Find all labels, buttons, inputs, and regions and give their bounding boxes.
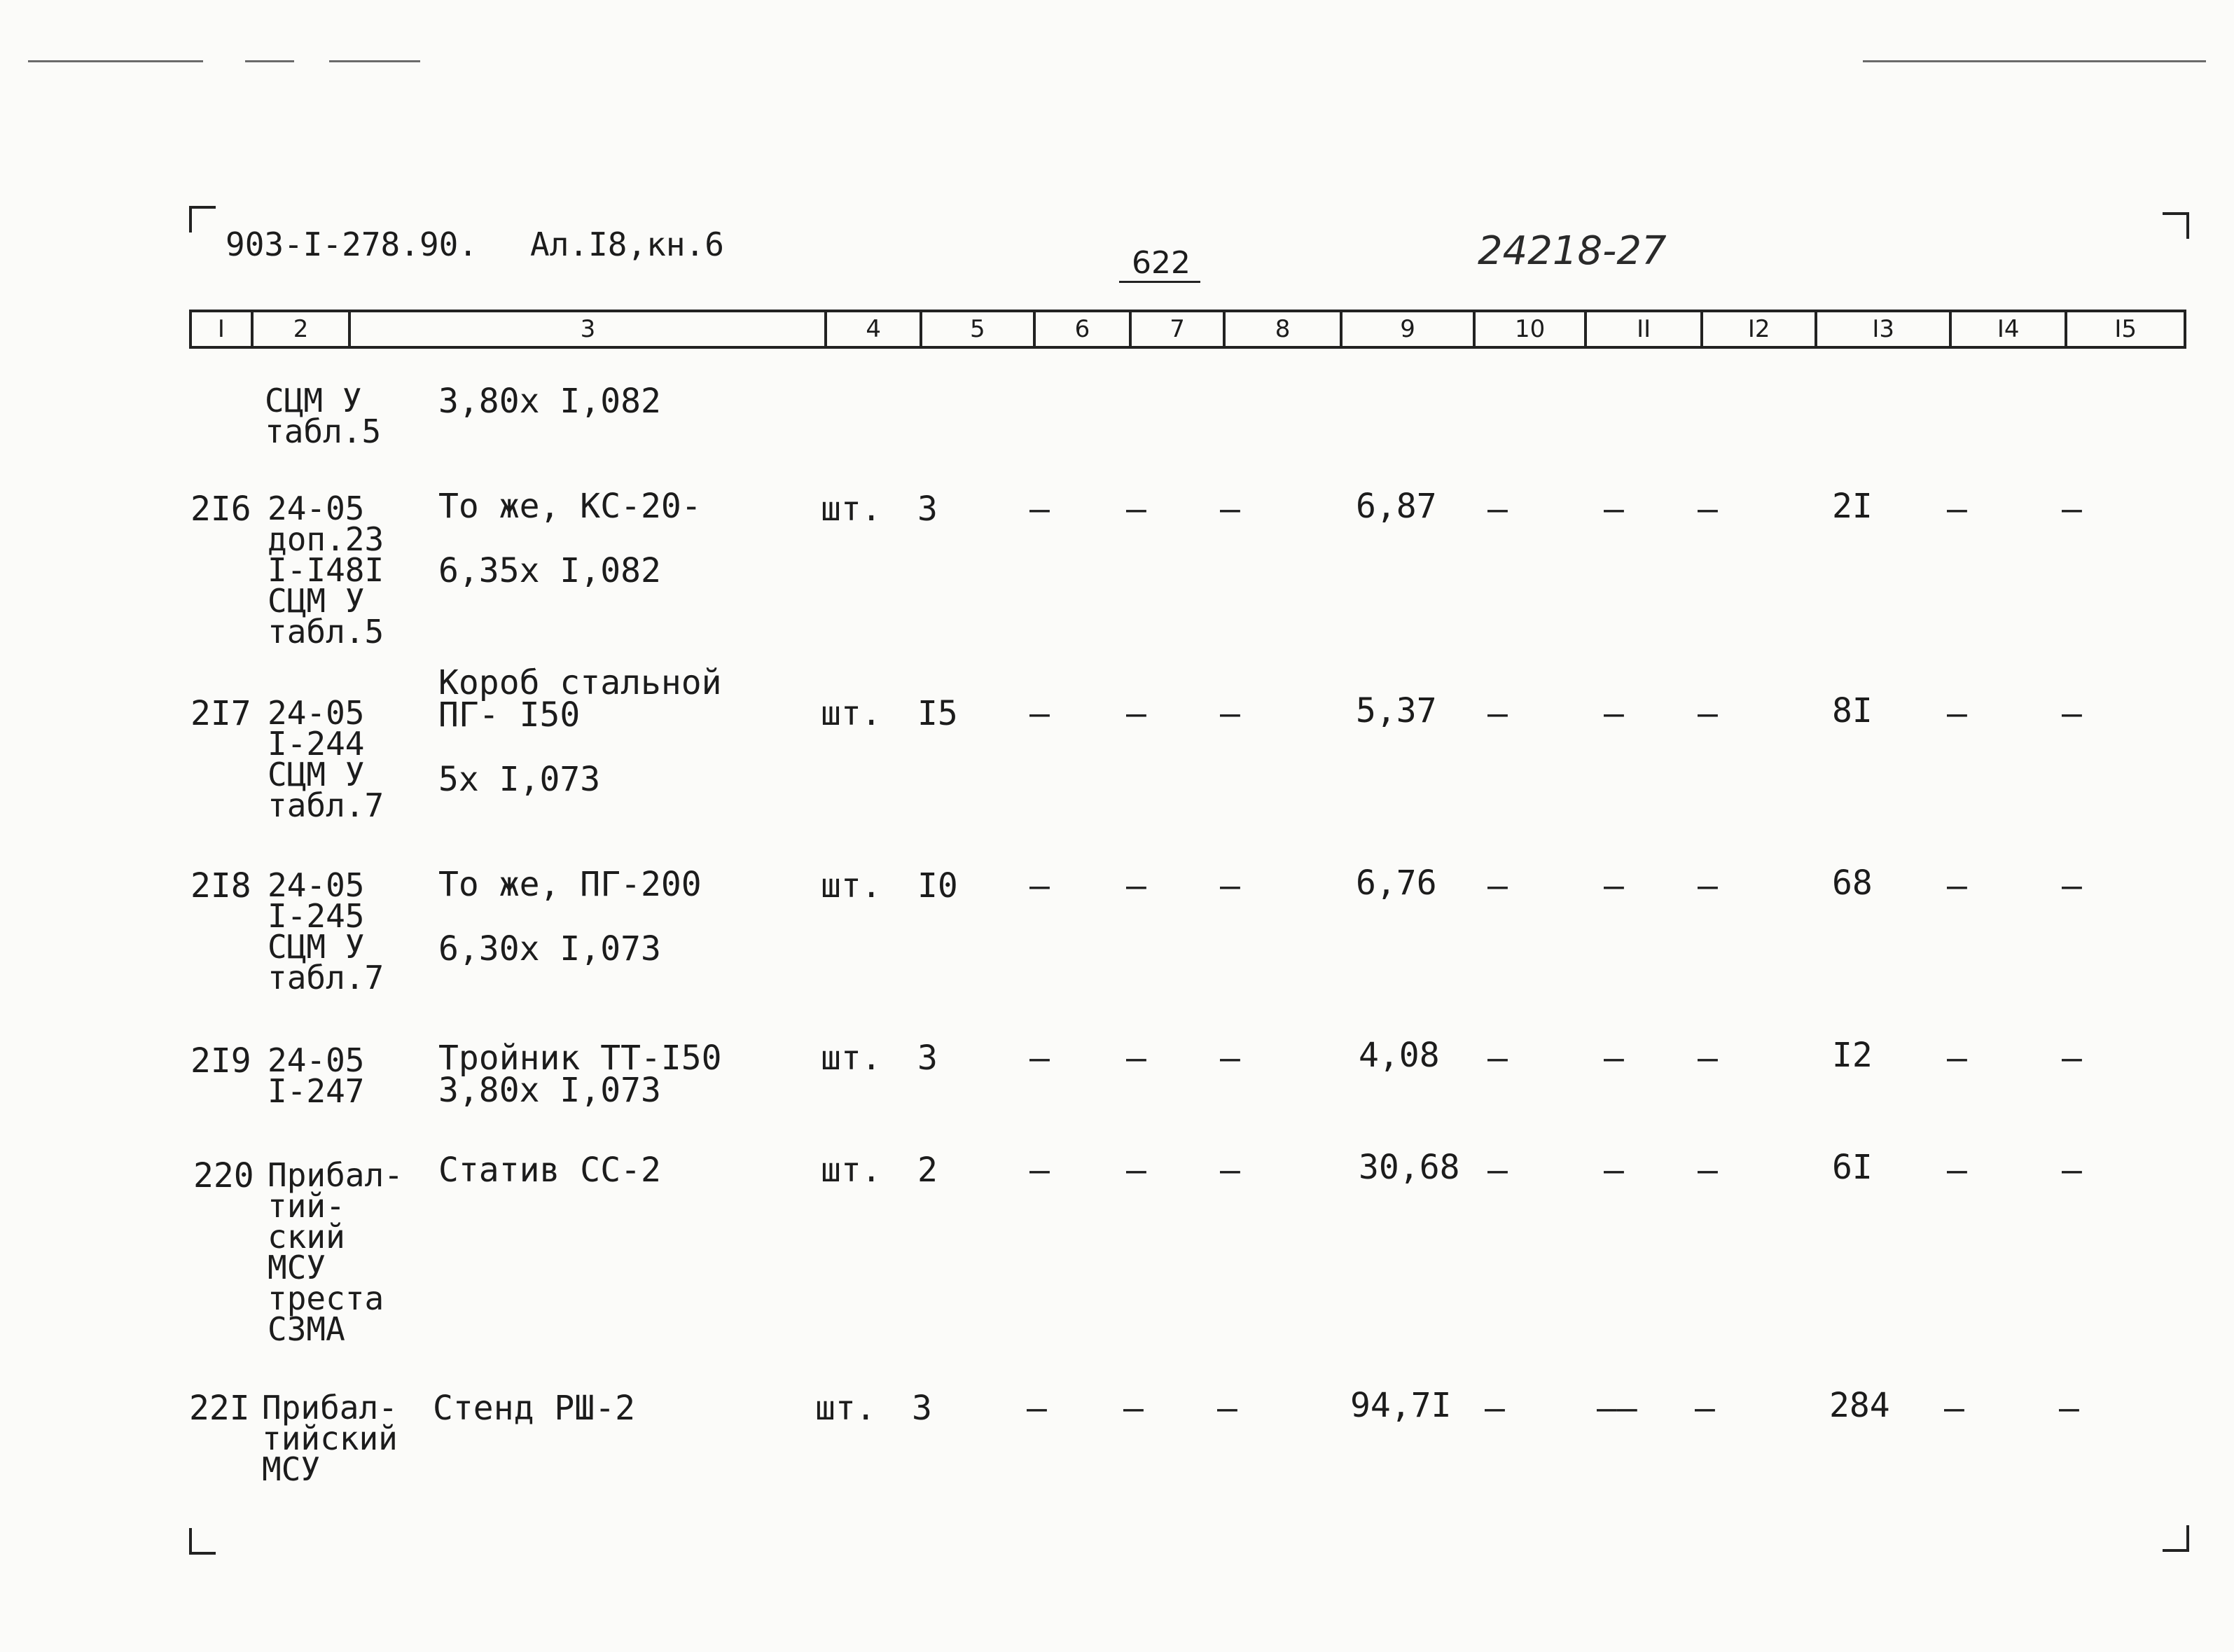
row-name: 3,80х I,082: [438, 382, 661, 421]
row-col8: –: [1220, 490, 1240, 529]
row-col13: 6I: [1832, 1148, 1873, 1187]
row-name: То же, ПГ-200 6,30х I,073: [438, 865, 702, 969]
row-unit: шт.: [821, 866, 882, 905]
row-col11: –: [1604, 694, 1624, 733]
document-code: 903-I-278.90.: [226, 225, 478, 263]
row-col9: 6,76: [1356, 863, 1437, 903]
row-col12: –: [1698, 1151, 1718, 1190]
row-col12: –: [1698, 866, 1718, 905]
row-code: 24-05 I-245 СЦМ У табл.7: [268, 866, 384, 997]
row-col10: –: [1487, 1039, 1508, 1078]
row-col7: –: [1126, 694, 1146, 733]
corner-mark-bottom-right: [2163, 1525, 2189, 1552]
row-col10: –: [1487, 1151, 1508, 1190]
row-col12: –: [1698, 490, 1718, 529]
scan-line: [28, 60, 203, 62]
column-header: II: [1587, 312, 1703, 346]
row-number: 2I6: [190, 490, 251, 529]
row-col11: –: [1604, 866, 1624, 905]
row-col10: –: [1487, 866, 1508, 905]
row-col15: –: [2062, 1039, 2082, 1078]
column-header: 2: [254, 312, 352, 346]
scan-line: [1863, 60, 2206, 62]
row-col8: –: [1220, 866, 1240, 905]
row-number: 22I: [189, 1389, 250, 1428]
row-col9: 30,68: [1359, 1148, 1460, 1187]
row-col9: 4,08: [1359, 1036, 1440, 1075]
row-col6: –: [1029, 490, 1050, 529]
row-unit: шт.: [821, 490, 882, 529]
column-header: 4: [827, 312, 922, 346]
row-col14: –: [1947, 490, 1967, 529]
row-col14: –: [1947, 694, 1967, 733]
scan-line: [245, 60, 294, 62]
handwritten-number: 24218-27: [1478, 228, 1667, 274]
row-col6: –: [1027, 1389, 1047, 1428]
row-qty: 2: [917, 1151, 938, 1190]
row-col13: I2: [1832, 1036, 1873, 1075]
column-header: I2: [1703, 312, 1818, 346]
corner-mark-bottom-left: [189, 1528, 216, 1555]
row-code: 24-05 I-247: [268, 1041, 365, 1110]
row-col8: –: [1220, 1039, 1240, 1078]
row-number: 2I7: [190, 694, 251, 733]
row-col9: 5,37: [1356, 691, 1437, 730]
row-col13: 2I: [1832, 487, 1873, 526]
row-number: 2I8: [190, 866, 251, 905]
column-header: 5: [922, 312, 1036, 346]
row-col11: ––: [1597, 1389, 1637, 1428]
row-code: 24-05 I-244 СЦМ У табл.7: [268, 694, 384, 824]
row-name: Стенд РШ-2: [433, 1389, 635, 1428]
row-unit: шт.: [815, 1389, 876, 1428]
column-header: 7: [1132, 312, 1226, 346]
row-col12: –: [1698, 1039, 1718, 1078]
column-header-strip: [189, 310, 2186, 349]
row-col14: –: [1947, 1039, 1967, 1078]
row-col10: –: [1487, 694, 1508, 733]
row-col7: –: [1126, 1151, 1146, 1190]
row-qty: 3: [917, 490, 938, 529]
row-code: Прибал- тийский МСУ: [262, 1389, 398, 1488]
row-name: Тройник ТТ-I50 3,80х I,073: [438, 1039, 722, 1110]
column-header: I4: [1952, 312, 2068, 346]
column-header: I: [192, 312, 254, 346]
row-col7: –: [1126, 866, 1146, 905]
row-unit: шт.: [821, 694, 882, 733]
row-unit: шт.: [821, 1039, 882, 1078]
corner-mark-top-right: [2163, 212, 2189, 239]
column-header: I3: [1817, 312, 1951, 346]
row-col13: 68: [1832, 863, 1873, 903]
column-header: 9: [1343, 312, 1475, 346]
row-col12: –: [1695, 1389, 1715, 1428]
row-col14: –: [1944, 1389, 1964, 1428]
row-number: 220: [193, 1156, 254, 1195]
row-col6: –: [1029, 866, 1050, 905]
row-col11: –: [1604, 490, 1624, 529]
row-col14: –: [1947, 866, 1967, 905]
row-code: СЦМ У табл.5: [265, 382, 382, 450]
row-col15: –: [2062, 866, 2082, 905]
row-col7: –: [1126, 490, 1146, 529]
row-col12: –: [1698, 694, 1718, 733]
row-col6: –: [1029, 1039, 1050, 1078]
column-header: 6: [1036, 312, 1132, 346]
row-col8: –: [1220, 1151, 1240, 1190]
row-unit: шт.: [821, 1151, 882, 1190]
page-number: 622: [1119, 245, 1200, 283]
row-col10: –: [1485, 1389, 1505, 1428]
row-col8: –: [1220, 694, 1240, 733]
row-col8: –: [1217, 1389, 1237, 1428]
row-col14: –: [1947, 1151, 1967, 1190]
row-qty: I5: [917, 694, 958, 733]
row-col9: 94,7I: [1350, 1386, 1452, 1425]
row-code: 24-05 доп.23 I-I48I СЦМ У табл.5: [268, 490, 384, 651]
row-col11: –: [1604, 1039, 1624, 1078]
row-col7: –: [1123, 1389, 1144, 1428]
corner-mark-top-left: [189, 206, 216, 232]
column-header: I5: [2114, 315, 2137, 343]
row-qty: 3: [912, 1389, 932, 1428]
scan-line: [329, 60, 420, 62]
row-code: Прибал- тий- ский МСУ треста СЗМА: [268, 1156, 403, 1348]
column-header: 8: [1226, 312, 1343, 346]
row-col13: 284: [1829, 1386, 1890, 1425]
row-number: 2I9: [190, 1041, 251, 1081]
row-qty: I0: [917, 866, 958, 905]
row-col10: –: [1487, 490, 1508, 529]
row-col9: 6,87: [1356, 487, 1437, 526]
row-name: Короб стальной ПГ- I50 5х I,073: [438, 663, 722, 799]
row-col7: –: [1126, 1039, 1146, 1078]
row-col15: –: [2059, 1389, 2079, 1428]
row-col13: 8I: [1832, 691, 1873, 730]
row-col11: –: [1604, 1151, 1624, 1190]
row-col6: –: [1029, 1151, 1050, 1190]
album-reference: Ал.I8,кн.6: [530, 225, 724, 263]
row-col6: –: [1029, 694, 1050, 733]
row-col15: –: [2062, 1151, 2082, 1190]
row-name: Статив СС-2: [438, 1151, 661, 1190]
row-col15: –: [2062, 490, 2082, 529]
row-col15: –: [2062, 694, 2082, 733]
column-header: 3: [351, 312, 827, 346]
column-header: 10: [1476, 312, 1588, 346]
row-qty: 3: [917, 1039, 938, 1078]
row-name: То же, КС-20- 6,35х I,082: [438, 487, 702, 590]
